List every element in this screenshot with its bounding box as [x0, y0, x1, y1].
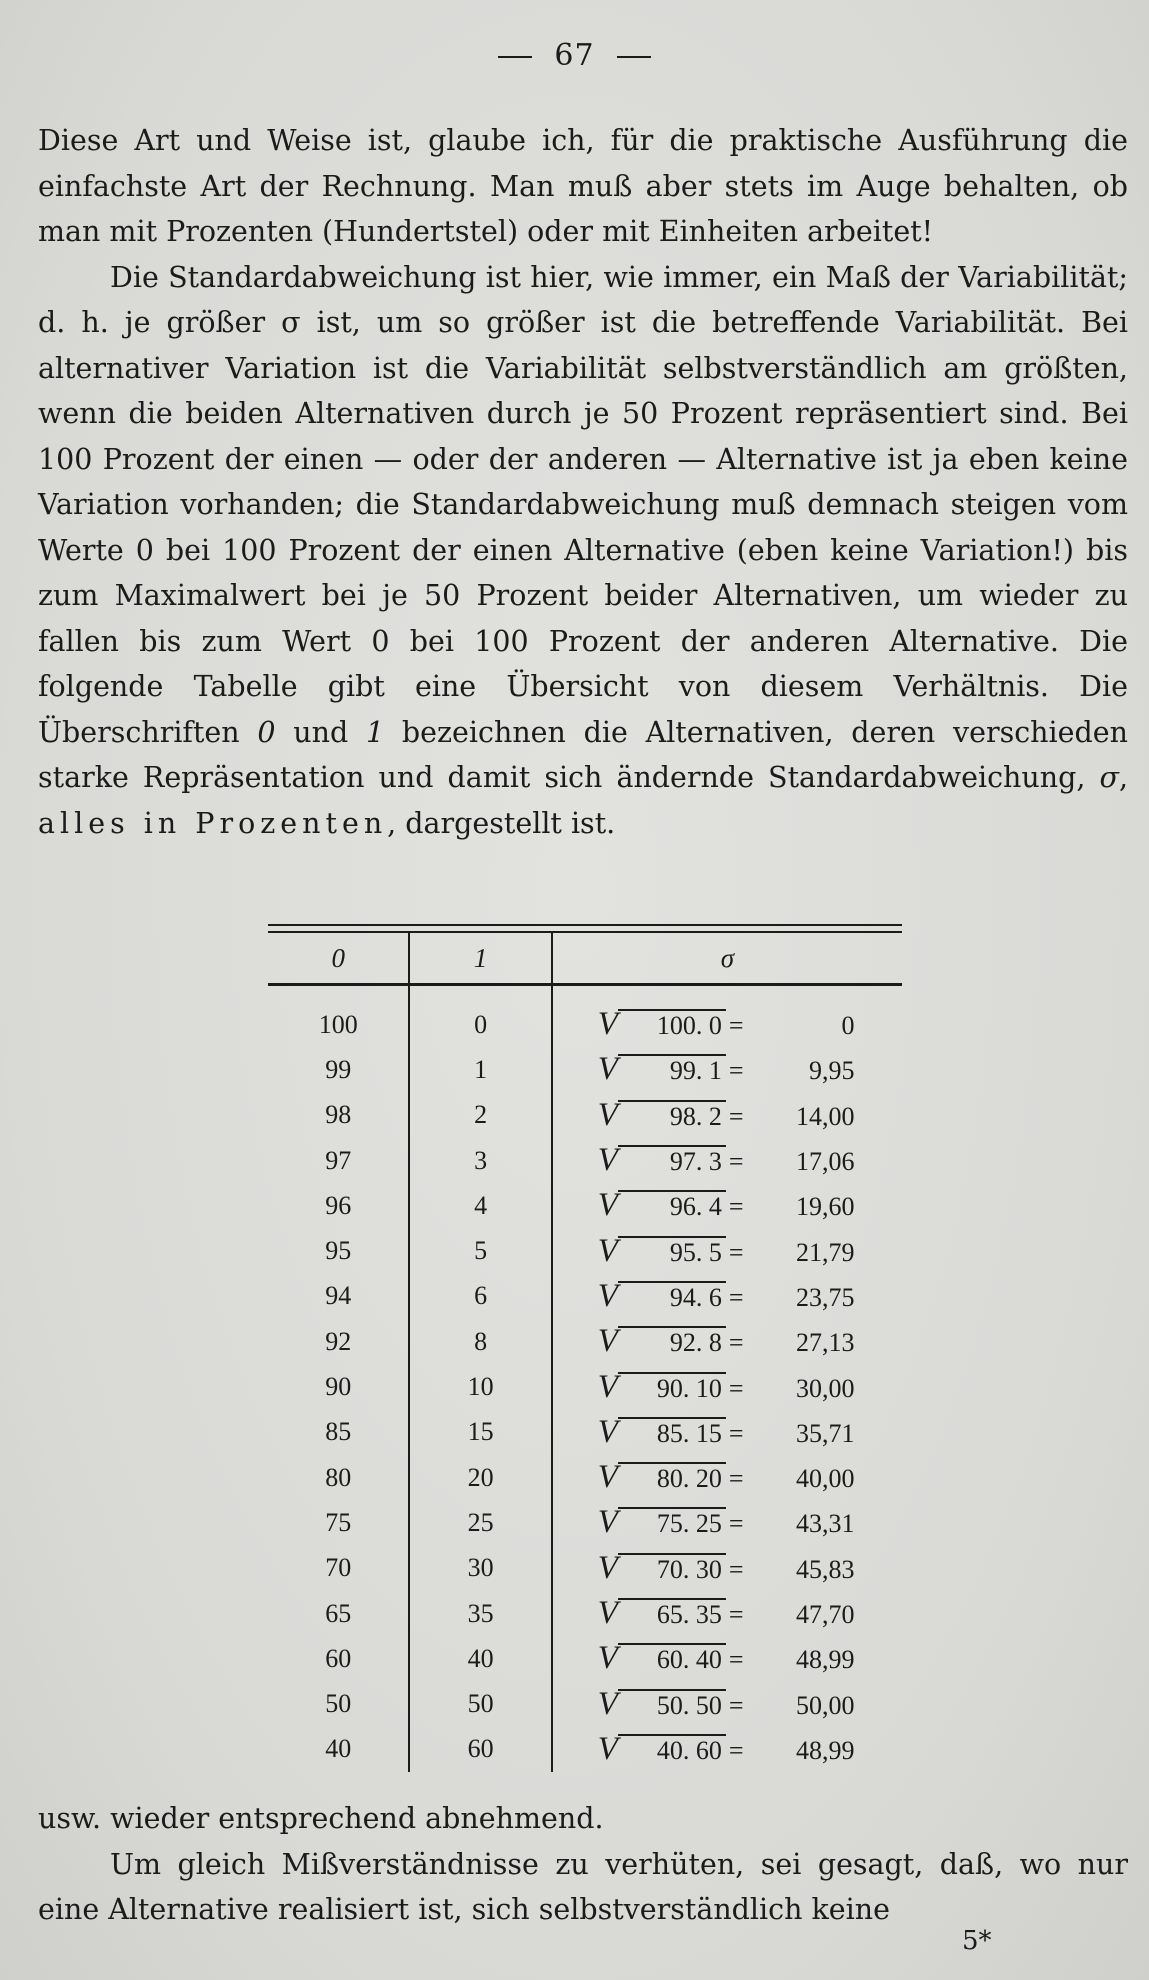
radicand: 80. 20 [618, 1462, 726, 1494]
table-header-row [268, 933, 902, 985]
cell-sigma-formula [552, 1727, 902, 1772]
cell-alternative-0: 100 [268, 985, 409, 1048]
header-alternative-1: 1 [409, 933, 551, 985]
cell-alternative-1: 40 [409, 1636, 551, 1681]
radical-sign-icon: V [597, 1595, 618, 1631]
table-row [268, 985, 902, 1048]
radicand: 97. 3 [618, 1145, 726, 1177]
header-sigma: σ [720, 942, 735, 973]
table-row [268, 1183, 902, 1228]
sqrt-expression [598, 1189, 855, 1222]
cell-sigma-formula [552, 1093, 902, 1138]
table-row [268, 1727, 902, 1772]
table-body [268, 985, 902, 1773]
radicand: 60. 40 [618, 1643, 726, 1675]
cell-alternative-0: 40 [268, 1727, 409, 1772]
signature-mark: 5* [962, 1926, 992, 1956]
sigma-table-grid [268, 933, 902, 1772]
sigma-result: 48,99 [796, 1735, 855, 1765]
cell-alternative-1: 6 [409, 1274, 551, 1319]
cell-sigma-formula [552, 985, 902, 1048]
sqrt-expression [598, 1144, 855, 1177]
equals-sign: = [728, 1418, 744, 1448]
cell-sigma-formula [552, 1047, 902, 1092]
radicand: 65. 35 [618, 1598, 726, 1630]
equals-sign: = [728, 1147, 744, 1177]
cell-alternative-1: 2 [409, 1093, 551, 1138]
radical-sign-icon: V [597, 1549, 618, 1586]
sqrt-expression [598, 1325, 855, 1358]
table-row [268, 1455, 902, 1500]
radical-sign-icon: V [597, 1232, 618, 1269]
cell-alternative-0: 85 [268, 1410, 409, 1455]
cell-alternative-0: 75 [268, 1500, 409, 1545]
sigma-symbol: σ [1099, 761, 1119, 794]
radicand: 99. 1 [618, 1054, 726, 1086]
radical-sign-icon: V [597, 1051, 618, 1088]
top-text-block [38, 118, 1128, 846]
cell-alternative-1: 0 [409, 985, 551, 1048]
table-row [268, 1319, 902, 1364]
cell-alternative-1: 10 [409, 1364, 551, 1409]
cell-alternative-1: 35 [409, 1591, 551, 1636]
sigma-table [268, 924, 902, 1772]
cell-alternative-0: 70 [268, 1546, 409, 1591]
equals-sign: = [728, 1373, 744, 1403]
cell-alternative-1: 30 [409, 1546, 551, 1591]
table-row [268, 1274, 902, 1319]
equals-sign: = [728, 1690, 744, 1720]
cell-alternative-0: 80 [268, 1455, 409, 1500]
cell-sigma-formula [552, 1274, 902, 1319]
sigma-result: 48,99 [796, 1645, 855, 1675]
cell-alternative-1: 8 [409, 1319, 551, 1364]
sqrt-expression [597, 1232, 855, 1269]
cell-alternative-1: 4 [409, 1183, 551, 1228]
sigma-result: 45,83 [796, 1554, 855, 1584]
radicand: 50. 50 [618, 1689, 726, 1721]
table-row [268, 1047, 902, 1092]
sigma-result: 43,31 [796, 1509, 855, 1539]
table-row [268, 1591, 902, 1636]
sqrt-expression [598, 1461, 855, 1494]
sqrt-expression [597, 1685, 855, 1722]
cell-alternative-0: 99 [268, 1047, 409, 1092]
cell-alternative-0: 90 [268, 1364, 409, 1409]
radical-sign-icon: V [597, 1187, 618, 1224]
cell-alternative-0: 50 [268, 1681, 409, 1726]
table-row [268, 1500, 902, 1545]
cell-alternative-1: 3 [409, 1138, 551, 1183]
sigma-result: 9,95 [809, 1056, 855, 1086]
radical-sign-icon: V [597, 1459, 618, 1496]
radical-sign-icon: V [597, 1006, 618, 1043]
radicand: 75. 25 [618, 1507, 726, 1539]
cell-alternative-1: 25 [409, 1500, 551, 1545]
equals-sign: = [728, 1735, 744, 1765]
heading-ref-zero: 0 [257, 715, 276, 749]
sqrt-expression [597, 1277, 855, 1314]
cell-sigma-formula [552, 1410, 902, 1455]
cell-alternative-0: 65 [268, 1591, 409, 1636]
cell-alternative-1: 20 [409, 1455, 551, 1500]
sigma-result: 47,70 [796, 1600, 855, 1629]
radicand: 100. 0 [618, 1009, 726, 1041]
paragraph-2 [38, 255, 1128, 847]
radicand: 70. 30 [618, 1553, 726, 1585]
sigma-result: 23,75 [796, 1282, 855, 1312]
cell-sigma-formula [552, 1364, 902, 1409]
paragraph-3: usw. wieder entsprechend abnehmend. [38, 1802, 604, 1835]
radicand: 85. 15 [618, 1417, 726, 1449]
radical-sign-icon: V [597, 1413, 618, 1450]
paragraph-2-text: Die Standardabweichung ist hier, wie immer, ein Maß der Variabilität; d. h. je größer σ ist, um so größer ist die betreffende Variabilität. Bei alternativer Variation ist die Variabilität selbstverständlich am größten, wenn die beiden Alternativen durch je 50 Prozent repräsentiert sind. Bei 100 Prozent der einen — oder der anderen — Alternative ist ja eben keine Variation vorhanden; die Standardabweichung muß demnach steigen vom Werte 0 bei 100 Prozent der einen Alternative (eben keine Variation!) bis zum Maximalwert bei je 50 Prozent beider Alternativen, um wieder zu fallen bis zum Wert 0 bei 100 Prozent der anderen Alternative. Die folgende Tabelle gibt eine Übersicht von diesem Verhältnis. Die Überschriften [38, 260, 1128, 749]
paragraph-2-and: und [275, 715, 366, 749]
equals-sign: = [728, 1237, 744, 1267]
sqrt-expression [597, 1549, 855, 1586]
table-row [268, 1228, 902, 1273]
sigma-result: 21,79 [796, 1237, 855, 1267]
equals-sign: = [728, 1509, 744, 1539]
radical-sign-icon: V [597, 1504, 618, 1541]
sigma-result: 19,60 [796, 1192, 855, 1222]
equals-sign: = [728, 1011, 744, 1041]
cell-sigma-formula [552, 1138, 902, 1183]
paragraph-2-end: , dargestellt ist. [387, 806, 616, 840]
table-row [268, 1093, 902, 1138]
equals-sign: = [728, 1282, 744, 1312]
sigma-result: 40,00 [796, 1464, 855, 1494]
equals-sign: = [728, 1192, 744, 1222]
sigma-result: 35,71 [796, 1418, 855, 1448]
sqrt-expression [598, 1008, 855, 1041]
table-row [268, 1364, 902, 1409]
sqrt-expression [597, 1096, 855, 1133]
paragraph-2-comma: , [1118, 761, 1128, 794]
radical-sign-icon: V [597, 1730, 618, 1767]
radical-sign-icon: V [597, 1640, 618, 1677]
sqrt-expression [597, 1368, 855, 1405]
cell-sigma-formula [552, 1183, 902, 1228]
page-number-dash-left [498, 56, 532, 58]
radicand: 90. 10 [618, 1372, 726, 1404]
radical-sign-icon: V [597, 1685, 618, 1722]
radicand: 92. 8 [618, 1326, 726, 1358]
cell-alternative-1: 60 [409, 1727, 551, 1772]
sigma-result: 0 [841, 1011, 855, 1041]
sqrt-expression [597, 1730, 855, 1767]
sigma-result: 50,00 [796, 1690, 855, 1720]
sigma-result: 27,13 [796, 1328, 855, 1358]
paragraph-1: Diese Art und Weise ist, glaube ich, für die praktische Ausführung die einfachste Art der Rechnung. Man muß aber stets im Auge behalten, ob man mit Prozenten (Hundertstel) oder mit Einheiten arbeitet! [38, 124, 1128, 248]
equals-sign: = [728, 1056, 744, 1086]
cell-alternative-1: 15 [409, 1410, 551, 1455]
cell-alternative-1: 50 [409, 1681, 551, 1726]
heading-ref-one: 1 [366, 715, 385, 749]
sigma-result: 30,00 [796, 1373, 855, 1403]
cell-sigma-formula [552, 1591, 902, 1636]
radicand: 95. 5 [618, 1236, 726, 1268]
radical-sign-icon: V [597, 1277, 618, 1314]
table-row [268, 1138, 902, 1183]
table-row [268, 1410, 902, 1455]
cell-sigma-formula [552, 1681, 902, 1726]
radicand: 96. 4 [618, 1190, 726, 1222]
radical-sign-icon: V [597, 1323, 618, 1360]
equals-sign: = [728, 1328, 744, 1358]
radicand: 94. 6 [618, 1281, 726, 1313]
page-number-dash-right [617, 56, 651, 58]
cell-alternative-0: 98 [268, 1093, 409, 1138]
cell-sigma-formula [552, 1319, 902, 1364]
cell-sigma-formula [552, 1500, 902, 1545]
cell-alternative-0: 92 [268, 1319, 409, 1364]
radicand: 40. 60 [618, 1734, 726, 1766]
cell-sigma-formula [552, 1455, 902, 1500]
cell-alternative-0: 95 [268, 1228, 409, 1273]
cell-alternative-0: 60 [268, 1636, 409, 1681]
page-number-value: 67 [554, 38, 595, 73]
paragraph-2-continued: bezeichnen die Alternativen, deren verschieden starke Repräsentation und damit sich ändernde Standardabweichung, [38, 715, 1128, 794]
cell-sigma-formula [552, 1546, 902, 1591]
table-row [268, 1681, 902, 1726]
sqrt-expression [598, 1506, 855, 1539]
equals-sign: = [728, 1600, 744, 1629]
bottom-text-block [38, 1796, 1128, 1933]
cell-alternative-0: 94 [268, 1274, 409, 1319]
table-row [268, 1636, 902, 1681]
equals-sign: = [728, 1464, 744, 1494]
sqrt-expression [598, 1597, 855, 1630]
cell-sigma-formula [552, 1636, 902, 1681]
radical-sign-icon: V [597, 1096, 618, 1133]
equals-sign: = [728, 1645, 744, 1675]
sigma-result: 14,00 [796, 1101, 855, 1131]
radical-sign-icon: V [597, 1142, 618, 1179]
table-row [268, 1546, 902, 1591]
sigma-result: 17,06 [796, 1147, 855, 1177]
radicand: 98. 2 [618, 1100, 726, 1132]
sqrt-expression [598, 1642, 855, 1675]
cell-alternative-1: 1 [409, 1047, 551, 1092]
page-number [0, 38, 1149, 73]
radical-sign-icon: V [597, 1368, 618, 1405]
paragraph-4: Um gleich Mißverständnisse zu verhüten, sei gesagt, daß, wo nur eine Alternative realisiert ist, sich selbstverständlich keine [38, 1847, 1128, 1926]
emphasized-phrase: alles in Prozenten [38, 806, 388, 840]
header-alternative-0: 0 [268, 933, 409, 985]
equals-sign: = [728, 1101, 744, 1131]
sqrt-expression [598, 1053, 855, 1086]
sqrt-expression [597, 1413, 855, 1450]
cell-sigma-formula [552, 1228, 902, 1273]
cell-alternative-0: 96 [268, 1183, 409, 1228]
cell-alternative-0: 97 [268, 1138, 409, 1183]
equals-sign: = [728, 1554, 744, 1584]
table-top-rule [268, 924, 902, 933]
cell-alternative-1: 5 [409, 1228, 551, 1273]
